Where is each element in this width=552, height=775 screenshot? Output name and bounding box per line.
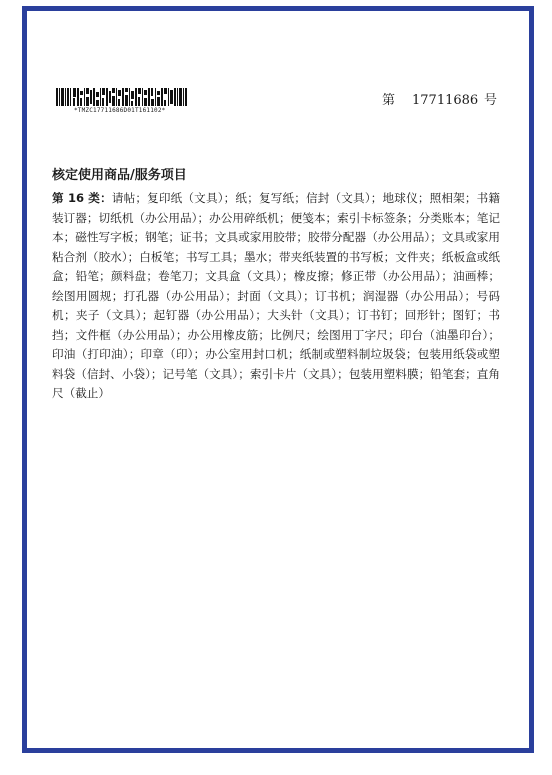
barcode (56, 88, 191, 114)
registration-number (382, 89, 497, 108)
registration-suffix: 号 (484, 93, 498, 108)
registration-value: 17711686 (412, 93, 479, 108)
goods-list (52, 189, 500, 404)
barcode-number: *TMZC17711686D01T161102* (74, 107, 166, 114)
registration-prefix: 第 (382, 93, 396, 108)
section-title: 核定使用商品/服务项目 (52, 168, 187, 183)
goods-items: 请帖；复印纸（文具）；纸；复写纸；信封（文具）；地球仪；照相架；书籍装订器；切纸机（办公用品）；办公用碎纸机；便笺本；索引卡标签条；分类账本；笔记本；磁性写字板；钢笔；证书；文具或家用胶带；胶带分配器（办公用品）；文具或家用粘合剂（胶水）；白板笔；书写工具；墨水；带夹纸装置的书写板；文件夹；纸板盒或纸盒；铅笔；颜料盘；卷笔刀；文具盒（文具）；橡皮擦；修正带（办公用品）；油画棒；绘图用圆规；打孔器（办公用品）；封面（文具）；订书机；润湿器（办公用品）；号码机；夹子（文具）；起钉器（办公用品）；大头针（文具）；订书钉；回形针；图钉；书挡；文件框（办公用品）；办公用橡皮筋；比例尺；绘图用丁字尺；印台（油墨印台）；印油（打印油）；印章（印）；办公室用封口机；纸制或塑料制垃圾袋；包装用纸袋或塑料袋（信封、小袋）；记号笔（文具）；索引卡片（文具）；包装用塑料膜；铅笔套；直角尺（截止） (52, 191, 500, 400)
class-label: 第 16 类： (52, 191, 112, 205)
barcode-graphic (56, 88, 187, 106)
